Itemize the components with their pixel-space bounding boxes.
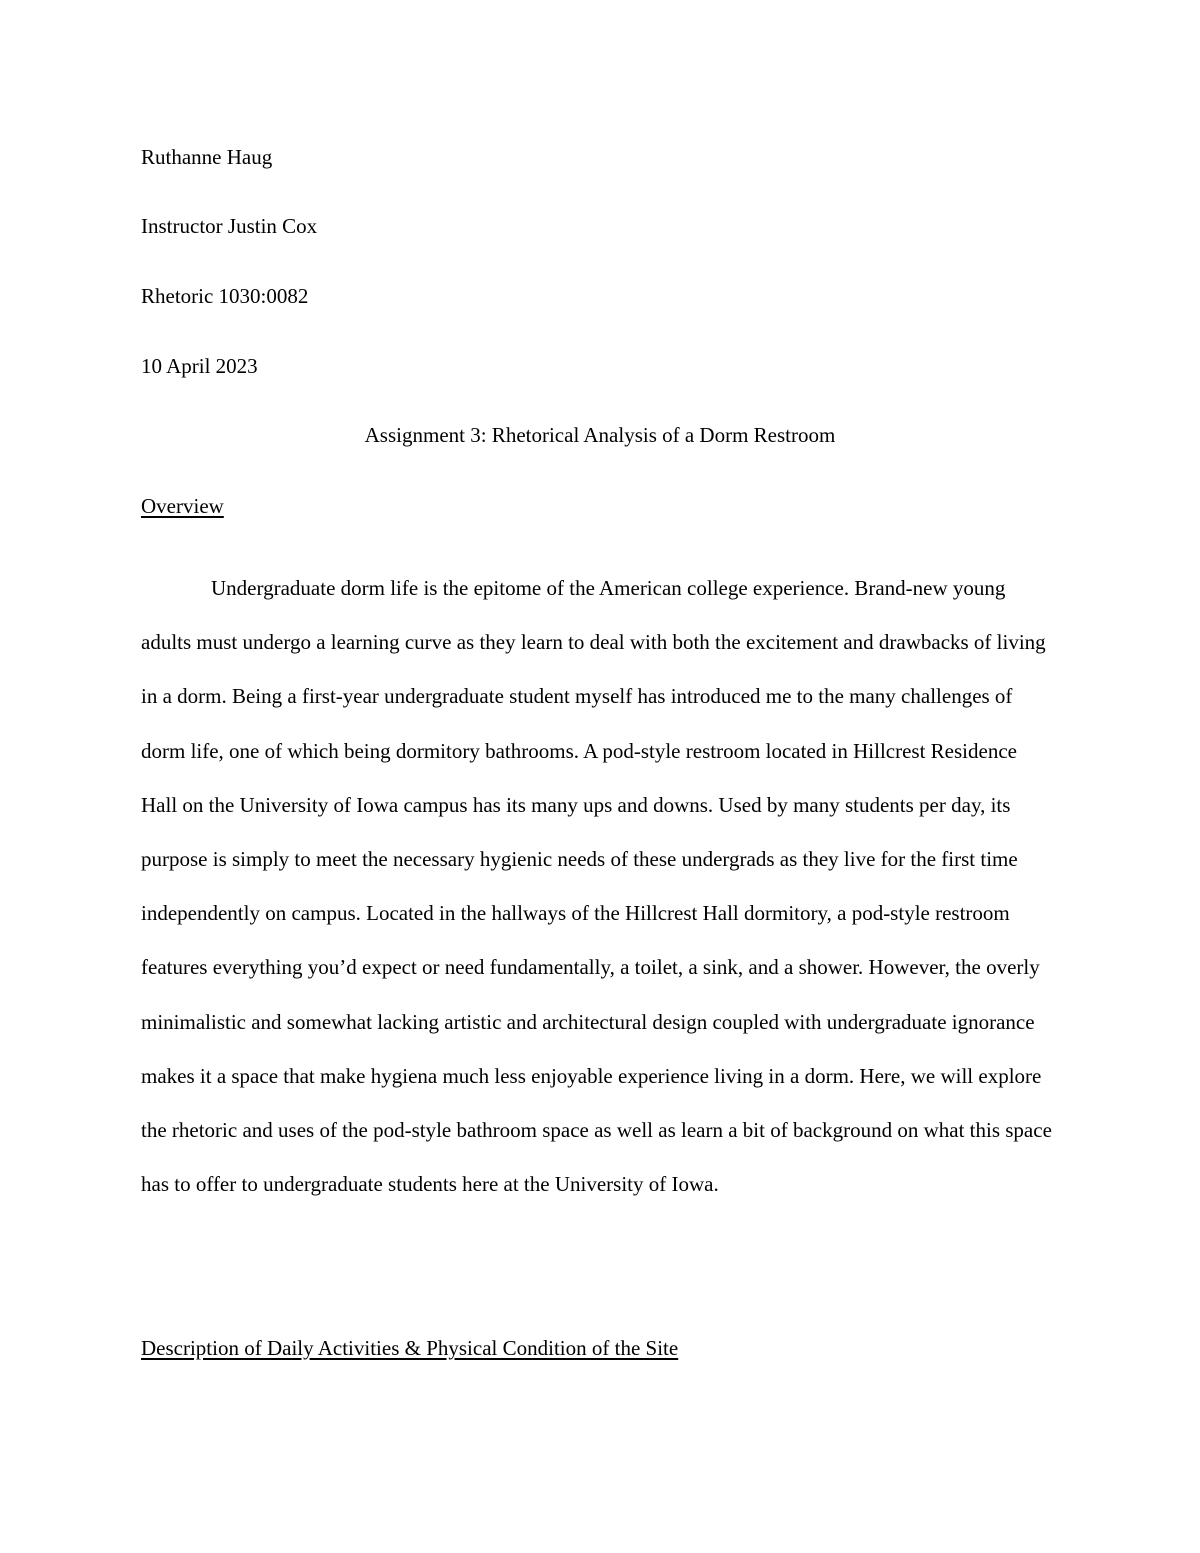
- overview-paragraph: Undergraduate dorm life is the epitome of the American college experience. Brand-new young adults must undergo a learning curve as they learn to deal with both the excitement and drawbacks of living in a dorm. Being a first-year undergraduate student myself has introduced me to the many challenges of dorm life, one of which being dormitory bathrooms. A pod-style restroom located in Hillcrest Residence Hall on the University of Iowa campus has its many ups and downs. Used by many students per day, its purpose is simply to meet the necessary hygienic needs of these undergrads as they live for the first time independently on campus. Located in the hallways of the Hillcrest Hall dormitory, a pod-style restroom features everything you’d expect or need fundamentally, a toilet, a sink, and a shower. However, the overly minimalistic and somewhat lacking artistic and architectural design coupled with undergraduate ignorance makes it a space that make hygiena much less enjoyable experience living in a dorm. Here, we will explore the rhetoric and uses of the pod-style bathroom space as well as learn a bit of background on what this space has to offer to undergraduate students here at the University of Iowa.: [141, 576, 1052, 1197]
- course-number: Rhetoric 1030:0082: [141, 284, 309, 308]
- instructor-name: Instructor Justin Cox: [141, 214, 318, 238]
- section-heading-overview: Overview: [141, 494, 224, 518]
- document-title: Assignment 3: Rhetorical Analysis of a Dorm Restroom: [364, 423, 836, 447]
- author-name: Ruthanne Haug: [141, 145, 273, 169]
- submission-date: 10 April 2023: [141, 354, 258, 378]
- section-heading-daily-activities: Description of Daily Activities & Physical Condition of the Site: [141, 1336, 679, 1360]
